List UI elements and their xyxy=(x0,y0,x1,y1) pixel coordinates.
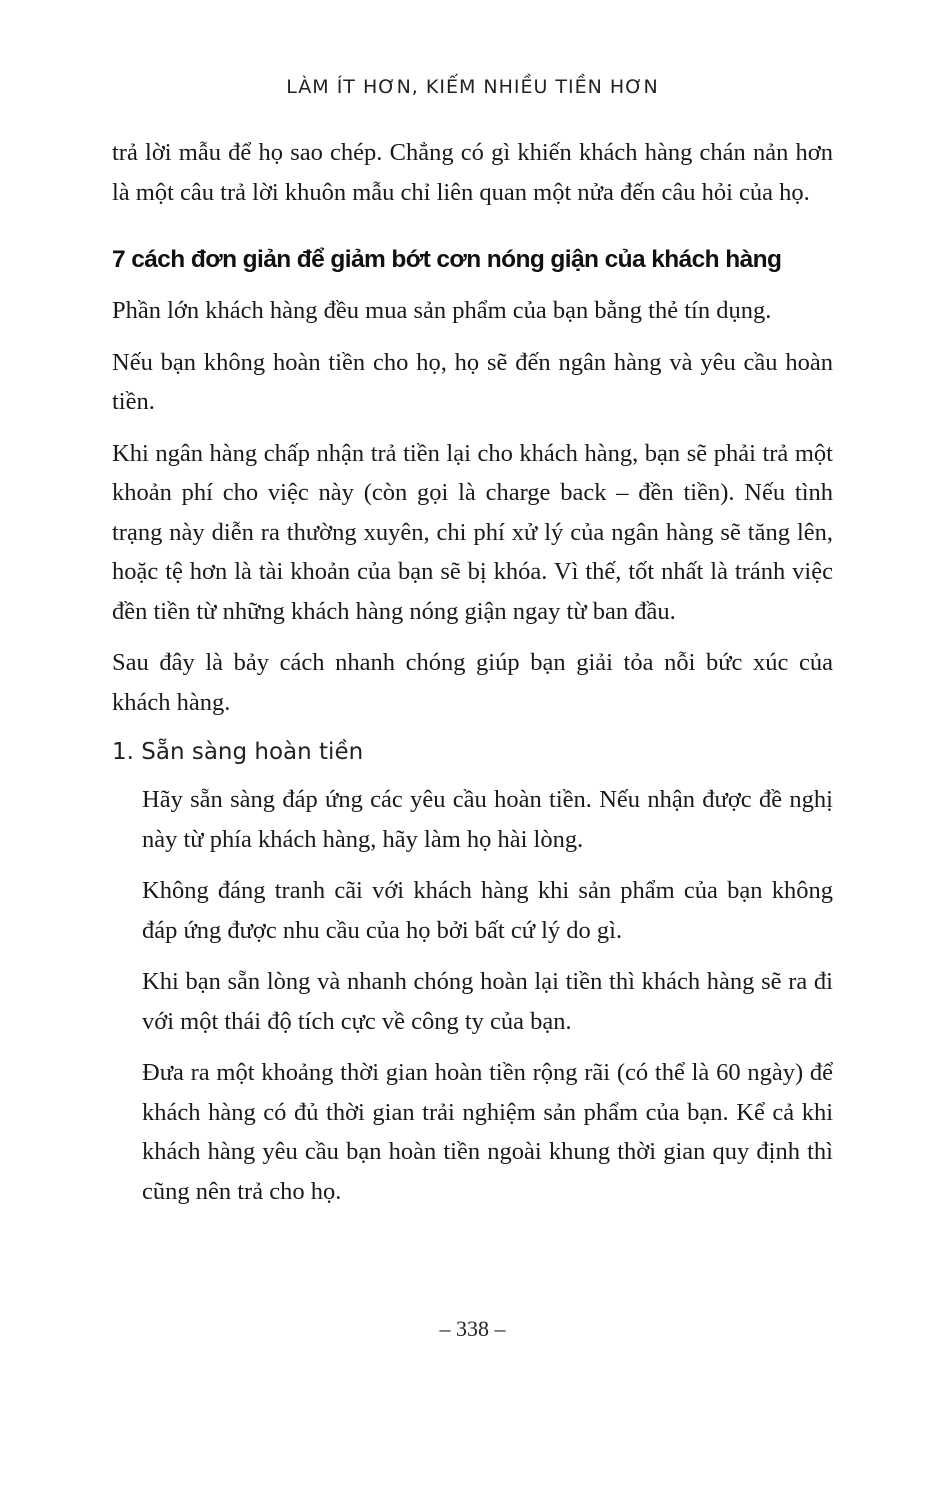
section-heading: 7 cách đơn giản để giảm bớt cơn nóng giận của khách hàng xyxy=(112,246,782,273)
body-paragraph: Phần lớn khách hàng đều mua sản phẩm của bạn bằng thẻ tín dụng. xyxy=(112,297,772,324)
body-paragraph: Sau đây là bảy cách nhanh chóng giúp bạn giải tỏa nỗi bức xúc của khách hàng. xyxy=(112,649,833,716)
list-item-paragraph: Hãy sẵn sàng đáp ứng các yêu cầu hoàn tiền. Nếu nhận được đề nghị này từ phía khách hàng, hãy làm họ hài lòng. xyxy=(142,786,833,853)
page-number: – 338 – xyxy=(439,1316,506,1341)
list-item-title: 1. Sẵn sàng hoàn tiền xyxy=(112,739,364,765)
body-paragraph: Khi ngân hàng chấp nhận trả tiền lại cho khách hàng, bạn sẽ phải trả một khoản phí cho việc này (còn gọi là charge back – đền tiền). Nếu tình trạng này diễn ra thường xuyên, chi phí xử lý của ngân hàng sẽ tăng lên, hoặc tệ hơn là tài khoản của bạn sẽ bị khóa. Vì thế, tốt nhất là tránh việc đền tiền từ những khách hàng nóng giận ngay từ ban đầu. xyxy=(112,439,833,625)
running-header: LÀM ÍT HƠN, KIẾM NHIỀU TIỀN HƠN xyxy=(286,76,659,98)
list-item-paragraph: Đưa ra một khoảng thời gian hoàn tiền rộng rãi (có thể là 60 ngày) để khách hàng có đủ thời gian trải nghiệm sản phẩm của bạn. Kể cả khi khách hàng yêu cầu bạn hoàn tiền ngoài khung thời gian quy định thì cũng nên trả cho họ. xyxy=(142,1059,833,1205)
page-content xyxy=(112,133,833,1223)
body-paragraph: Nếu bạn không hoàn tiền cho họ, họ sẽ đến ngân hàng và yêu cầu hoàn tiền. xyxy=(112,348,833,415)
list-item-paragraph: Khi bạn sẵn lòng và nhanh chóng hoàn lại tiền thì khách hàng sẽ ra đi với một thái độ tích cực về công ty của bạn. xyxy=(142,968,833,1035)
list-item-body xyxy=(112,780,833,1211)
list-item-paragraph: Không đáng tranh cãi với khách hàng khi sản phẩm của bạn không đáp ứng được nhu cầu của họ bởi bất cứ lý do gì. xyxy=(142,877,833,944)
intro-paragraph: trả lời mẫu để họ sao chép. Chẳng có gì khiến khách hàng chán nản hơn là một câu trả lời khuôn mẫu chỉ liên quan một nửa đến câu hỏi của họ. xyxy=(112,139,833,206)
